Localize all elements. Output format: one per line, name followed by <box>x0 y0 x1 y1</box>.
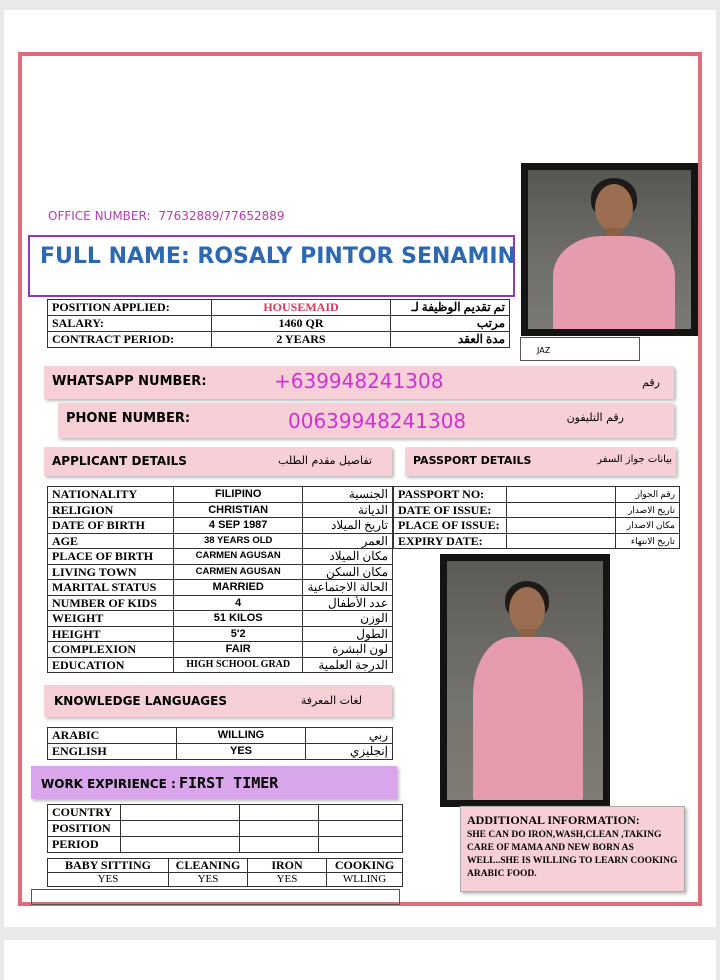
next-page-sheet <box>4 940 716 980</box>
table-row <box>394 518 680 534</box>
table-row <box>48 821 403 837</box>
table-row <box>48 502 393 518</box>
jaz-label: JAZ <box>520 337 640 361</box>
table-row <box>48 549 393 565</box>
table-row <box>48 805 403 821</box>
field-value: 4 <box>173 595 303 611</box>
position-label: POSITION APPLIED: <box>48 300 212 316</box>
applicant-details-header <box>44 447 392 476</box>
country-cell-2 <box>240 805 319 821</box>
field-value: FILIPINO <box>173 487 303 503</box>
languages-title: KNOWLEDGE LANGUAGES <box>54 694 227 708</box>
country-cell-3 <box>319 805 403 821</box>
whatsapp-value: +639948241308 <box>274 369 444 393</box>
field-label-ar: العمر <box>303 533 393 549</box>
english-value: YES <box>177 744 306 760</box>
languages-table <box>47 727 393 760</box>
field-label-ar: مكان الميلاد <box>303 549 393 565</box>
whatsapp-bar <box>44 366 674 399</box>
passport-field-value <box>507 487 616 503</box>
field-label-ar: الجنسية <box>303 487 393 503</box>
position-label-ar: تم تقديم الوظيفة لـ <box>391 300 510 316</box>
field-label-ar: لون البشرة <box>303 642 393 658</box>
additional-info-box <box>460 806 685 892</box>
passport-field-label: DATE OF ISSUE: <box>394 502 507 518</box>
field-value: CARMEN AGUSAN <box>173 564 303 580</box>
work-experience-value: FIRST TIMER <box>179 774 279 792</box>
field-value: CHRISTIAN <box>173 502 303 518</box>
salary-label-ar: مرتب <box>391 316 510 332</box>
field-value: 4 SEP 1987 <box>173 518 303 534</box>
field-label: NATIONALITY <box>48 487 174 503</box>
iron-value: YES <box>248 873 327 887</box>
table-row <box>48 744 393 760</box>
table-row <box>394 533 680 549</box>
arabic-label-ar: ربي <box>306 728 393 744</box>
whatsapp-label-ar: رقم <box>642 376 660 389</box>
cooking-value: WLLING <box>327 873 403 887</box>
contract-label-ar: مدة العقد <box>391 332 510 348</box>
field-label: RELIGION <box>48 502 174 518</box>
field-value: CARMEN AGUSAN <box>173 549 303 565</box>
office-number-value: 77632889/77652889 <box>158 209 285 223</box>
field-label: PLACE OF BIRTH <box>48 549 174 565</box>
field-value: MARRIED <box>173 580 303 596</box>
passport-field-label-ar: رقم الجواز <box>616 487 680 503</box>
additional-info-title: ADDITIONAL INFORMATION: <box>467 813 640 827</box>
full-name-box <box>28 235 515 297</box>
field-label: COMPLEXION <box>48 642 174 658</box>
field-label-ar: الحالة الاجتماعية <box>303 580 393 596</box>
cleaning-label: CLEANING <box>169 859 248 873</box>
passport-field-label: PASSPORT NO: <box>394 487 507 503</box>
baby-sitting-label: BABY SITTING <box>48 859 169 873</box>
period-cell-2 <box>240 837 319 853</box>
passport-field-value <box>507 533 616 549</box>
country-label: COUNTRY <box>48 805 121 821</box>
field-label-ar: الديانة <box>303 502 393 518</box>
position-cell-2 <box>240 821 319 837</box>
period-cell-1 <box>121 837 240 853</box>
table-row <box>48 316 510 332</box>
table-row <box>48 487 393 503</box>
field-label: EDUCATION <box>48 657 174 673</box>
passport-field-label: EXPIRY DATE: <box>394 533 507 549</box>
passport-field-label: PLACE OF ISSUE: <box>394 518 507 534</box>
table-row <box>48 533 393 549</box>
salary-label: SALARY: <box>48 316 212 332</box>
table-row <box>48 873 403 887</box>
position-row-label: POSITION <box>48 821 121 837</box>
table-row <box>48 332 510 348</box>
field-label: WEIGHT <box>48 611 174 627</box>
iron-label: IRON <box>248 859 327 873</box>
field-label: MARITAL STATUS <box>48 580 174 596</box>
field-label: LIVING TOWN <box>48 564 174 580</box>
english-label: ENGLISH <box>48 744 177 760</box>
contract-label: CONTRACT PERIOD: <box>48 332 212 348</box>
languages-header <box>44 685 392 717</box>
arabic-label: ARABIC <box>48 728 177 744</box>
work-table <box>47 804 403 853</box>
field-label: DATE OF BIRTH <box>48 518 174 534</box>
passport-details-title-ar: بيانات جواز السفر <box>597 454 672 465</box>
position-cell-1 <box>121 821 240 837</box>
table-row <box>394 487 680 503</box>
field-label-ar: عدد الأطفال <box>303 595 393 611</box>
passport-field-value <box>507 518 616 534</box>
phone-value: 00639948241308 <box>288 409 467 433</box>
table-row <box>394 502 680 518</box>
passport-details-header <box>405 447 676 476</box>
passport-details-title: PASSPORT DETAILS <box>413 454 532 467</box>
salary-value: 1460 QR <box>212 316 391 332</box>
table-row <box>48 611 393 627</box>
phone-label: PHONE NUMBER: <box>66 411 191 426</box>
table-row <box>48 595 393 611</box>
table-row <box>48 564 393 580</box>
passport-table <box>393 486 680 549</box>
field-label-ar: الدرجة العلمية <box>303 657 393 673</box>
field-label: NUMBER OF KIDS <box>48 595 174 611</box>
period-label: PERIOD <box>48 837 121 853</box>
field-label-ar: تاريخ الميلاد <box>303 518 393 534</box>
work-experience-bar <box>31 766 397 799</box>
applicant-details-title-ar: تفاصيل مقدم الطلب <box>278 454 372 467</box>
phone-bar <box>58 403 674 438</box>
office-number <box>48 209 285 223</box>
applicant-details-title: APPLICANT DETAILS <box>52 454 187 468</box>
passport-field-label-ar: تاريخ الانتهاء <box>616 533 680 549</box>
field-value: 5'2 <box>173 626 303 642</box>
whatsapp-label: WHATSAPP NUMBER: <box>52 374 207 389</box>
field-label-ar: مكان السكن <box>303 564 393 580</box>
bottom-empty-row <box>31 889 400 905</box>
passport-field-label-ar: تاريخ الاصدار <box>616 502 680 518</box>
contract-value: 2 YEARS <box>212 332 391 348</box>
passport-field-value <box>507 502 616 518</box>
country-cell-1 <box>121 805 240 821</box>
cooking-label: COOKING <box>327 859 403 873</box>
additional-info-text: SHE CAN DO IRON,WASH,CLEAN ,TAKING CARE OF MAMA AND NEW BORN AS WELL..SHE IS WILLING TO LEARN COOKING ARABIC FOOD. <box>467 830 678 879</box>
arabic-value: WILLING <box>177 728 306 744</box>
field-value: HIGH SCHOOL GRAD <box>173 657 303 673</box>
full-name: FULL NAME: ROSALY PINTOR SENAMIN <box>40 244 516 269</box>
table-row <box>48 626 393 642</box>
field-value: 51 KILOS <box>173 611 303 627</box>
office-number-label: OFFICE NUMBER: <box>48 209 151 223</box>
applicant-table <box>47 486 393 673</box>
period-cell-3 <box>319 837 403 853</box>
field-value: FAIR <box>173 642 303 658</box>
work-experience-label: WORK EXPIRIENCE : <box>41 777 176 791</box>
table-row <box>48 580 393 596</box>
applicant-photo-top <box>521 163 698 336</box>
position-value: HOUSEMAID <box>212 300 391 316</box>
passport-field-label-ar: مكان الاصدار <box>616 518 680 534</box>
table-row <box>48 859 403 873</box>
field-value: 38 YEARS OLD <box>173 533 303 549</box>
languages-title-ar: لغات المعرفة <box>300 694 362 707</box>
position-table <box>47 299 510 348</box>
skills-table <box>47 858 403 887</box>
field-label-ar: الوزن <box>303 611 393 627</box>
table-row <box>48 728 393 744</box>
table-row <box>48 642 393 658</box>
baby-sitting-value: YES <box>48 873 169 887</box>
phone-label-ar: رقم التليفون <box>566 411 624 424</box>
table-row <box>48 518 393 534</box>
field-label: HEIGHT <box>48 626 174 642</box>
english-label-ar: إنجليزي <box>306 744 393 760</box>
field-label-ar: الطول <box>303 626 393 642</box>
table-row <box>48 657 393 673</box>
position-cell-3 <box>319 821 403 837</box>
field-label: AGE <box>48 533 174 549</box>
applicant-photo-full <box>440 554 610 807</box>
table-row <box>48 300 510 316</box>
cleaning-value: YES <box>169 873 248 887</box>
table-row <box>48 837 403 853</box>
